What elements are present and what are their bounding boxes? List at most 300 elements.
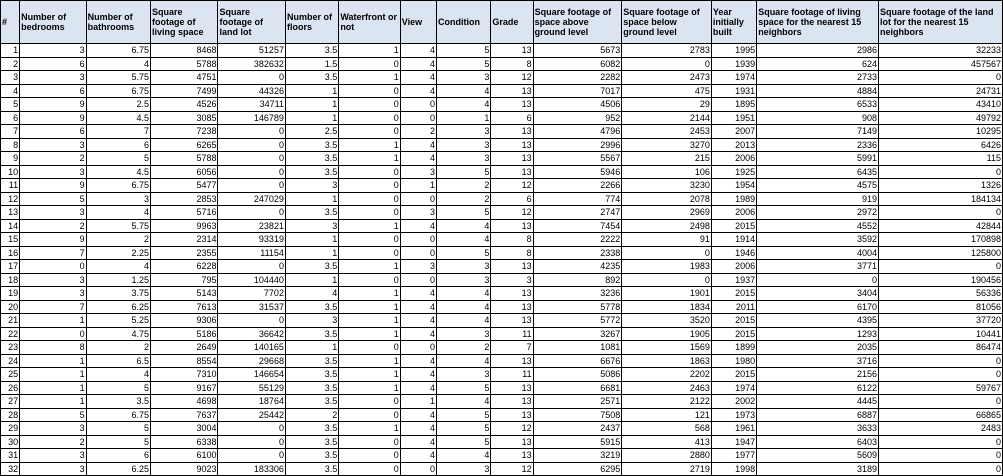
table-cell: 2: [20, 435, 86, 449]
table-cell: 4: [86, 57, 150, 71]
row-number-cell: 8: [1, 138, 20, 152]
row-number-cell: 4: [1, 84, 20, 98]
table-cell: 3.5: [285, 206, 338, 220]
table-cell: 13: [491, 314, 533, 328]
table-cell: 0: [218, 179, 285, 193]
table-cell: 2996: [533, 138, 622, 152]
column-header: Year initially built: [711, 1, 756, 44]
table-cell: 2006: [711, 260, 756, 274]
table-cell: 7238: [151, 125, 218, 139]
table-cell: 2015: [711, 314, 756, 328]
table-cell: 6.25: [86, 462, 150, 476]
table-cell: 8: [491, 57, 533, 71]
table-cell: 5772: [533, 314, 622, 328]
table-cell: 8: [491, 233, 533, 247]
table-cell: 1973: [711, 408, 756, 422]
table-cell: 2122: [622, 395, 712, 409]
table-cell: 4: [86, 368, 150, 382]
table-cell: 5788: [151, 152, 218, 166]
table-cell: 5716: [151, 206, 218, 220]
table-cell: 0: [218, 152, 285, 166]
table-cell: 36642: [218, 327, 285, 341]
table-cell: 5143: [151, 287, 218, 301]
table-cell: 3771: [757, 260, 879, 274]
table-cell: 1: [339, 260, 400, 274]
table-cell: 6.25: [86, 300, 150, 314]
table-cell: 0: [339, 125, 400, 139]
table-cell: 34711: [218, 98, 285, 112]
table-cell: 5: [436, 165, 490, 179]
table-cell: 1: [285, 246, 338, 260]
table-cell: 3: [400, 260, 436, 274]
table-cell: 0: [339, 206, 400, 220]
table-cell: 0: [339, 57, 400, 71]
column-header: Square footage of living space: [151, 1, 218, 44]
table-cell: 12: [491, 206, 533, 220]
table-cell: 6.75: [86, 84, 150, 98]
table-cell: 1925: [711, 165, 756, 179]
table-cell: 4: [436, 287, 490, 301]
table-cell: 0: [400, 233, 436, 247]
table-cell: 4575: [757, 179, 879, 193]
table-cell: 11154: [218, 246, 285, 260]
table-cell: 5609: [757, 449, 879, 463]
row-number-cell: 26: [1, 381, 20, 395]
table-cell: 1293: [757, 327, 879, 341]
table-cell: 1: [339, 314, 400, 328]
table-cell: 13: [491, 165, 533, 179]
table-cell: 3236: [533, 287, 622, 301]
table-cell: 146654: [218, 368, 285, 382]
table-cell: 7499: [151, 84, 218, 98]
column-header: Condition: [436, 1, 490, 44]
table-cell: 0: [400, 273, 436, 287]
table-cell: 4: [436, 395, 490, 409]
table-cell: 1946: [711, 246, 756, 260]
table-cell: 13: [491, 435, 533, 449]
table-cell: 1: [339, 152, 400, 166]
table-cell: 2463: [622, 381, 712, 395]
table-cell: 6056: [151, 165, 218, 179]
row-number-cell: 3: [1, 71, 20, 85]
table-cell: 11: [491, 368, 533, 382]
table-cell: 106: [622, 165, 712, 179]
table-cell: 6403: [757, 435, 879, 449]
column-header: Square footage of the land lot for the nearest 15 neighbors: [879, 1, 1003, 44]
row-number-cell: 30: [1, 435, 20, 449]
table-cell: 24731: [879, 84, 1003, 98]
table-cell: 2266: [533, 179, 622, 193]
table-cell: 1: [285, 111, 338, 125]
table-row: [1, 449, 1003, 463]
table-cell: 4: [400, 152, 436, 166]
table-cell: 10295: [879, 125, 1003, 139]
table-cell: 4: [400, 449, 436, 463]
table-cell: 5778: [533, 300, 622, 314]
table-cell: 1: [20, 395, 86, 409]
table-cell: 952: [533, 111, 622, 125]
table-cell: 6228: [151, 260, 218, 274]
table-cell: 4: [400, 435, 436, 449]
table-row: [1, 287, 1003, 301]
table-row: [1, 219, 1003, 233]
table-cell: 568: [622, 422, 712, 436]
row-number-cell: 24: [1, 354, 20, 368]
table-cell: 5788: [151, 57, 218, 71]
table-cell: 0: [622, 273, 712, 287]
table-cell: 3.5: [285, 165, 338, 179]
table-cell: 2222: [533, 233, 622, 247]
table-cell: 8468: [151, 44, 218, 58]
row-number-cell: 5: [1, 98, 20, 112]
table-cell: 0: [622, 246, 712, 260]
table-cell: 3270: [622, 138, 712, 152]
table-cell: 2853: [151, 192, 218, 206]
table-cell: 6: [491, 111, 533, 125]
table-cell: 9167: [151, 381, 218, 395]
table-cell: 49792: [879, 111, 1003, 125]
table-cell: 2.5: [285, 125, 338, 139]
table-cell: 1: [339, 327, 400, 341]
table-cell: 3: [436, 260, 490, 274]
table-cell: 0: [20, 327, 86, 341]
table-cell: 11: [491, 327, 533, 341]
table-cell: 2: [86, 341, 150, 355]
table-cell: 6170: [757, 300, 879, 314]
table-cell: 12: [491, 179, 533, 193]
table-cell: 37720: [879, 314, 1003, 328]
table-cell: 2: [436, 179, 490, 193]
table-row: [1, 152, 1003, 166]
table-cell: 4: [400, 327, 436, 341]
table-cell: 4445: [757, 395, 879, 409]
table-cell: 3.5: [285, 327, 338, 341]
table-row: [1, 300, 1003, 314]
table-cell: 5: [86, 435, 150, 449]
table-cell: 4: [400, 57, 436, 71]
row-number-cell: 28: [1, 408, 20, 422]
table-cell: 56336: [879, 287, 1003, 301]
table-cell: 6533: [757, 98, 879, 112]
table-cell: 0: [339, 84, 400, 98]
table-cell: 6: [491, 192, 533, 206]
table-cell: 0: [218, 314, 285, 328]
table-cell: 7454: [533, 219, 622, 233]
table-cell: 1: [339, 381, 400, 395]
table-cell: 0: [400, 98, 436, 112]
table-cell: 0: [218, 125, 285, 139]
table-cell: 2002: [711, 395, 756, 409]
table-cell: 3: [20, 449, 86, 463]
table-row: [1, 314, 1003, 328]
table-cell: 892: [533, 273, 622, 287]
table-cell: 2015: [711, 368, 756, 382]
table-row: [1, 138, 1003, 152]
table-cell: 3267: [533, 327, 622, 341]
table-row: [1, 273, 1003, 287]
table-cell: 4: [400, 300, 436, 314]
table-cell: 1: [339, 422, 400, 436]
table-cell: 2007: [711, 125, 756, 139]
table-cell: 91: [622, 233, 712, 247]
table-cell: 5186: [151, 327, 218, 341]
table-cell: 4: [400, 408, 436, 422]
table-cell: 13: [491, 408, 533, 422]
table-cell: 3004: [151, 422, 218, 436]
table-cell: 7: [86, 125, 150, 139]
table-cell: 8: [491, 246, 533, 260]
table-cell: 2571: [533, 395, 622, 409]
row-number-cell: 18: [1, 273, 20, 287]
table-cell: 1: [285, 84, 338, 98]
table-cell: 13: [491, 381, 533, 395]
table-cell: 0: [339, 462, 400, 476]
table-cell: 4235: [533, 260, 622, 274]
table-cell: 3.5: [285, 44, 338, 58]
row-number-cell: 29: [1, 422, 20, 436]
table-cell: 215: [622, 152, 712, 166]
table-cell: 9: [20, 233, 86, 247]
row-number-cell: 22: [1, 327, 20, 341]
table-cell: 1989: [711, 192, 756, 206]
table-cell: 2011: [711, 300, 756, 314]
table-cell: 3.5: [86, 395, 150, 409]
table-cell: 4: [285, 287, 338, 301]
table-cell: 0: [400, 192, 436, 206]
table-cell: 4: [400, 354, 436, 368]
table-cell: 4: [436, 219, 490, 233]
table-cell: 4: [400, 138, 436, 152]
table-cell: 86474: [879, 341, 1003, 355]
table-row: [1, 111, 1003, 125]
table-cell: 12: [491, 71, 533, 85]
table-cell: 3.5: [285, 354, 338, 368]
table-cell: 7508: [533, 408, 622, 422]
column-header: Square footage of land lot: [218, 1, 285, 44]
table-cell: 4: [400, 219, 436, 233]
table-cell: 1895: [711, 98, 756, 112]
table-cell: 1: [339, 287, 400, 301]
table-cell: 6082: [533, 57, 622, 71]
table-cell: 3592: [757, 233, 879, 247]
table-cell: 1.5: [285, 57, 338, 71]
table-cell: 2314: [151, 233, 218, 247]
table-cell: 1: [400, 179, 436, 193]
table-cell: 29: [622, 98, 712, 112]
table-cell: 190456: [879, 273, 1003, 287]
table-row: [1, 206, 1003, 220]
table-cell: 5086: [533, 368, 622, 382]
table-row: [1, 260, 1003, 274]
table-cell: 0: [339, 408, 400, 422]
table-cell: 2719: [622, 462, 712, 476]
table-cell: 1: [285, 98, 338, 112]
table-row: [1, 71, 1003, 85]
column-header: Square footage of space below ground level: [622, 1, 712, 44]
table-cell: 0: [879, 260, 1003, 274]
table-cell: 2338: [533, 246, 622, 260]
row-number-cell: 14: [1, 219, 20, 233]
row-number-cell: 13: [1, 206, 20, 220]
row-number-cell: 15: [1, 233, 20, 247]
table-cell: 5673: [533, 44, 622, 58]
table-cell: 3: [436, 273, 490, 287]
table-cell: 2: [436, 341, 490, 355]
table-cell: 2483: [879, 422, 1003, 436]
table-cell: 51257: [218, 44, 285, 58]
table-cell: 3520: [622, 314, 712, 328]
row-number-cell: 2: [1, 57, 20, 71]
table-cell: 4: [436, 314, 490, 328]
table-cell: 3: [20, 422, 86, 436]
table-cell: 0: [218, 449, 285, 463]
table-cell: 3: [285, 179, 338, 193]
table-cell: 3.5: [285, 462, 338, 476]
table-cell: 3.5: [285, 152, 338, 166]
table-cell: 919: [757, 192, 879, 206]
table-cell: 0: [879, 435, 1003, 449]
table-cell: 6676: [533, 354, 622, 368]
column-header: Square footage of space above ground level: [533, 1, 622, 44]
table-cell: 5: [86, 152, 150, 166]
row-number-cell: 6: [1, 111, 20, 125]
table-row: [1, 395, 1003, 409]
table-cell: 5: [20, 192, 86, 206]
table-cell: 1: [436, 111, 490, 125]
table-cell: 2: [285, 408, 338, 422]
table-cell: 0: [879, 449, 1003, 463]
table-cell: 2015: [711, 219, 756, 233]
table-row: [1, 408, 1003, 422]
table-cell: 5: [436, 435, 490, 449]
table-cell: 0: [339, 273, 400, 287]
table-cell: 125800: [879, 246, 1003, 260]
table-row: [1, 125, 1003, 139]
table-cell: 1: [20, 368, 86, 382]
table-cell: 3: [491, 273, 533, 287]
table-cell: 6338: [151, 435, 218, 449]
table-cell: 3: [436, 327, 490, 341]
table-cell: 0: [339, 233, 400, 247]
table-cell: 4: [436, 449, 490, 463]
table-cell: 2015: [711, 287, 756, 301]
table-cell: 4: [400, 381, 436, 395]
table-cell: 1980: [711, 354, 756, 368]
table-cell: 32233: [879, 44, 1003, 58]
table-cell: 3230: [622, 179, 712, 193]
table-cell: 0: [879, 354, 1003, 368]
table-cell: 4552: [757, 219, 879, 233]
table-cell: 4395: [757, 314, 879, 328]
table-cell: 0: [339, 192, 400, 206]
row-number-cell: 1: [1, 44, 20, 58]
table-cell: 2144: [622, 111, 712, 125]
table-cell: 3: [285, 314, 338, 328]
table-cell: 413: [622, 435, 712, 449]
table-cell: 5: [436, 44, 490, 58]
table-cell: 1834: [622, 300, 712, 314]
table-cell: 1: [285, 341, 338, 355]
row-number-cell: 12: [1, 192, 20, 206]
table-cell: 1569: [622, 341, 712, 355]
table-cell: 1: [20, 354, 86, 368]
table-cell: 0: [339, 165, 400, 179]
table-cell: 908: [757, 111, 879, 125]
table-cell: 0: [218, 435, 285, 449]
table-cell: 4.5: [86, 165, 150, 179]
row-number-cell: 27: [1, 395, 20, 409]
table-cell: 1: [339, 219, 400, 233]
table-cell: 2498: [622, 219, 712, 233]
table-cell: 3.5: [285, 368, 338, 382]
table-cell: 7: [20, 246, 86, 260]
row-number-cell: 32: [1, 462, 20, 476]
table-cell: 0: [879, 71, 1003, 85]
table-row: [1, 354, 1003, 368]
table-cell: 0: [879, 165, 1003, 179]
table-cell: 7: [491, 341, 533, 355]
table-cell: 4.75: [86, 327, 150, 341]
table-cell: 3: [20, 273, 86, 287]
table-cell: 13: [491, 125, 533, 139]
table-row: [1, 462, 1003, 476]
table-cell: 6122: [757, 381, 879, 395]
table-cell: 7310: [151, 368, 218, 382]
table-cell: 1: [339, 44, 400, 58]
table-cell: 1939: [711, 57, 756, 71]
table-cell: 2649: [151, 341, 218, 355]
table-cell: 5: [436, 422, 490, 436]
table-cell: 5: [86, 381, 150, 395]
table-cell: 1995: [711, 44, 756, 58]
table-cell: 7613: [151, 300, 218, 314]
table-cell: 5: [86, 422, 150, 436]
table-cell: 0: [339, 179, 400, 193]
table-cell: 3: [86, 192, 150, 206]
table-cell: 3: [436, 138, 490, 152]
table-cell: 7017: [533, 84, 622, 98]
table-cell: 1931: [711, 84, 756, 98]
table-cell: 9023: [151, 462, 218, 476]
table-cell: 4: [436, 300, 490, 314]
table-cell: 1974: [711, 381, 756, 395]
table-cell: 4698: [151, 395, 218, 409]
table-cell: 1: [339, 354, 400, 368]
table-cell: 1914: [711, 233, 756, 247]
header-row: [1, 1, 1003, 44]
table-row: [1, 192, 1003, 206]
table-body: [1, 44, 1003, 476]
table-cell: 6295: [533, 462, 622, 476]
column-header: Waterfront or not: [339, 1, 400, 44]
table-cell: 140165: [218, 341, 285, 355]
table-cell: 2: [20, 219, 86, 233]
table-row: [1, 57, 1003, 71]
table-cell: 5.75: [86, 219, 150, 233]
row-number-cell: 19: [1, 287, 20, 301]
table-cell: 1905: [622, 327, 712, 341]
table-cell: 1977: [711, 449, 756, 463]
table-cell: 3633: [757, 422, 879, 436]
table-cell: 1899: [711, 341, 756, 355]
table-cell: 7637: [151, 408, 218, 422]
table-cell: 5: [436, 408, 490, 422]
table-cell: 2783: [622, 44, 712, 58]
table-cell: 2972: [757, 206, 879, 220]
table-cell: 3: [20, 165, 86, 179]
table-cell: 2437: [533, 422, 622, 436]
column-header: View: [400, 1, 436, 44]
